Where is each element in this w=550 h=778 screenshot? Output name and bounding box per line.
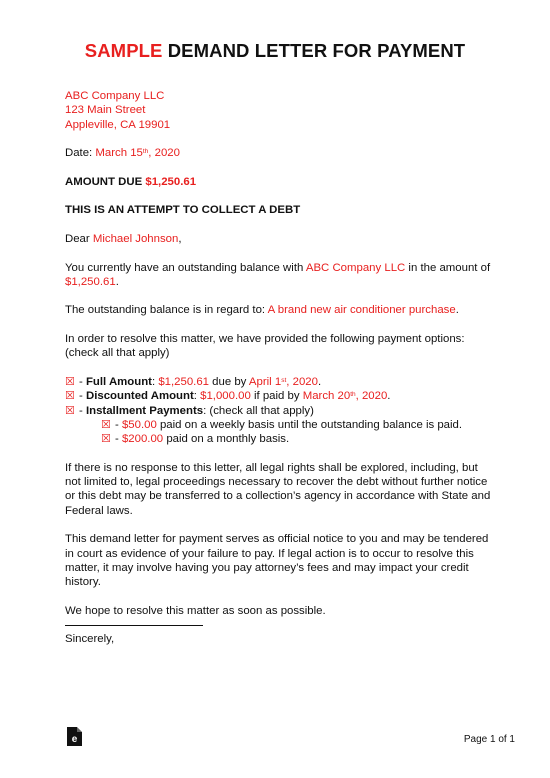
balance-company: ABC Company LLC (305, 261, 406, 274)
option-date: March 20th, 2020 (302, 390, 388, 403)
sender-address (65, 89, 495, 132)
balance-paragraph: You currently have an outstanding balance with ABC Company LLC in the amount of $1,250.61. (65, 261, 491, 288)
amount-due-value: $1,250.61 (145, 175, 197, 188)
options-intro (65, 332, 495, 361)
balance-amount: $1,250.61 (65, 275, 116, 288)
amount-due-line (65, 175, 495, 189)
page-title (0, 40, 550, 62)
option-installment: ☒ - Installment Payments: (check all that apply) (65, 404, 314, 417)
sender-city: Appleville, CA 19901 (65, 118, 171, 131)
checked-box-icon[interactable]: ☒ (65, 375, 75, 388)
document-e-logo-icon (66, 727, 82, 746)
greeting: Dear Michael Johnson, (65, 232, 182, 245)
option-weekly: ☒ - $50.00 paid on a weekly basis until the outstanding balance is paid. (101, 418, 463, 431)
letter-body (65, 89, 495, 661)
checked-box-icon[interactable]: ☒ (65, 390, 75, 403)
signature-line (65, 625, 203, 626)
sender-company: ABC Company LLC (65, 90, 165, 102)
regard-paragraph: The outstanding balance is in regard to: A brand new air conditioner purchase. (65, 304, 459, 317)
amount-due-label: AMOUNT DUE (65, 175, 146, 188)
option-amount: $200.00 (121, 433, 164, 446)
option-label: Full Amount (85, 375, 152, 388)
svg-text:e: e (71, 734, 78, 745)
title-sample-word: SAMPLE (84, 40, 163, 61)
sign-off: Sincerely, (65, 633, 115, 646)
option-date: April 1st, 2020 (248, 375, 318, 388)
option-monthly: ☒ - $200.00 paid on a monthly basis. (101, 433, 290, 446)
option-label: Discounted Amount (85, 390, 194, 403)
date-value: March 15th, 2020 (95, 147, 180, 160)
checked-box-icon[interactable]: ☒ (65, 404, 75, 417)
checked-box-icon[interactable]: ☒ (101, 433, 111, 446)
options-intro-line1: In order to resolve this matter, we have provided the following payment options: (65, 333, 465, 346)
option-amount: $1,250.61 (158, 375, 210, 388)
options-intro-line2: (check all that apply) (65, 347, 170, 360)
checked-box-icon[interactable]: ☒ (101, 418, 111, 431)
legal-paragraph: If there is no response to this letter, all legal rights shall be explored, including, but not limited to, legal proceedings necessary to recover the debt without further notice or this debt may be transferred to a collection’s agency in accordance with State and Federal laws. (65, 461, 491, 517)
title-rest: DEMAND LETTER FOR PAYMENT (162, 40, 466, 61)
option-discounted-amount: ☒ - Discounted Amount: $1,000.00 if paid by March 20th, 2020. (65, 390, 391, 403)
option-amount: $50.00 (121, 418, 157, 431)
date-line (65, 146, 495, 160)
debt-notice: THIS IS AN ATTEMPT TO COLLECT A DEBT (65, 204, 301, 217)
date-label: Date: (65, 147, 96, 160)
purchase-item: A brand new air conditioner purchase (267, 304, 456, 317)
recipient-name: Michael Johnson (92, 232, 179, 245)
official-notice-paragraph: This demand letter for payment serves as official notice to you and may be tendered in court as evidence of your failure to pay. If legal action is to occur to resolve this matter, it may involve having you pay attorney’s fees and may impact your credit history. (65, 533, 489, 589)
option-label: Installment Payments (85, 404, 204, 417)
page-number: Page 1 of 1 (463, 734, 515, 745)
option-full-amount: ☒ - Full Amount: $1,250.61 due by April 1st, 2020. (65, 375, 322, 388)
payment-options (65, 375, 495, 446)
sender-street: 123 Main Street (65, 104, 146, 117)
closing-paragraph: We hope to resolve this matter as soon as possible. (65, 604, 326, 617)
option-amount: $1,000.00 (200, 390, 251, 403)
